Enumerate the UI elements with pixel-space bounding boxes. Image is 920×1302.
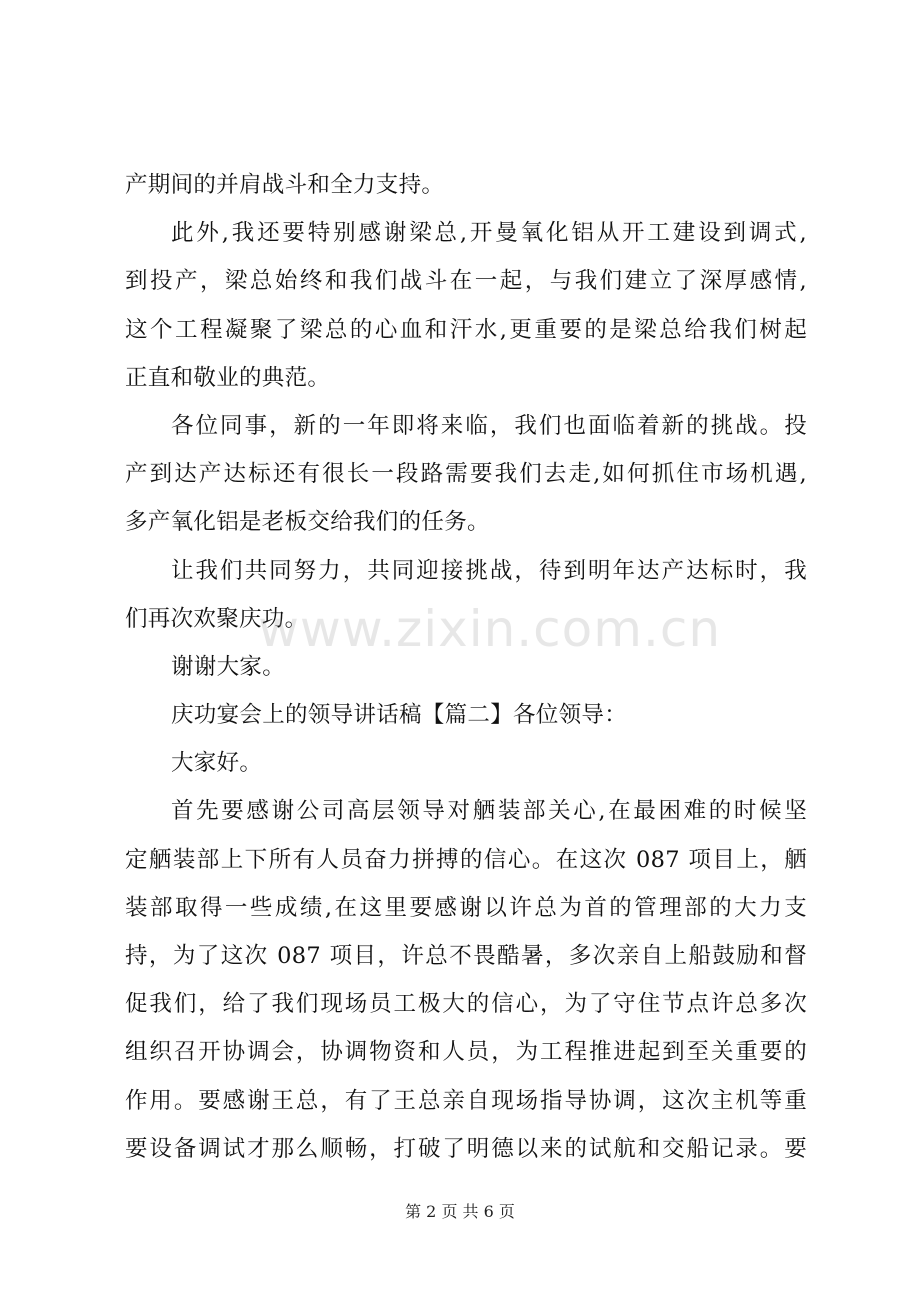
- text-line: 这个工程凝聚了梁总的心血和汗水,更重要的是梁总给我们树起: [125, 316, 807, 343]
- text-line: 们再次欢聚庆功。: [125, 605, 308, 632]
- text-line: 到投产，梁总始终和我们战斗在一起，与我们建立了深厚感情,: [125, 268, 807, 295]
- text-line: 持，为了这次 087 项目，许总不畏酷暑，多次亲自上船鼓励和督: [125, 943, 807, 969]
- text-line: 组织召开协调会，协调物资和人员，为工程推进起到至关重要的: [125, 1039, 807, 1066]
- text-line: 此外,我还要特别感谢梁总,开曼氧化铝从开工建设到调式,: [171, 220, 807, 247]
- text-line: 首先要感谢公司高层领导对舾装部关心,在最困难的时候坚: [171, 798, 807, 825]
- text-line: 产到达产达标还有很长一段路需要我们去走,如何抓住市场机遇,: [125, 461, 807, 488]
- text-line: 大家好。: [171, 750, 263, 777]
- text-line: 装部取得一些成绩,在这里要感谢以许总为首的管理部的大力支: [125, 894, 807, 921]
- text-line: 多产氧化铝是老板交给我们的任务。: [125, 509, 490, 536]
- text-line: 定舾装部上下所有人员奋力拼搏的信心。在这次 087 项目上，舾: [125, 846, 807, 873]
- text-line: 要设备调试才那么顺畅，打破了明德以来的试航和交船记录。要: [125, 1135, 807, 1162]
- text-line: 让我们共同努力，共同迎接挑战，待到明年达产达标时，我: [171, 557, 807, 584]
- text-line: 各位同事，新的一年即将来临，我们也面临着新的挑战。投: [171, 412, 807, 439]
- text-line: 庆功宴会上的领导讲话稿【篇二】各位领导：: [171, 702, 628, 729]
- text-line: 谢谢大家。: [171, 653, 286, 680]
- text-line: 促我们，给了我们现场员工极大的信心，为了守住节点许总多次: [125, 991, 807, 1018]
- text-line: 产期间的并肩战斗和全力支持。: [125, 172, 445, 198]
- page-footer: 第 2 页 共 6 页: [405, 1202, 515, 1221]
- body-text: [125, 161, 807, 1173]
- text-line: 作用。要感谢王总，有了王总亲自现场指导协调，这次主机等重: [125, 1087, 807, 1114]
- text-line: 正直和敬业的典范。: [125, 364, 331, 391]
- watermark: www.zixin.com.cn: [258, 600, 722, 658]
